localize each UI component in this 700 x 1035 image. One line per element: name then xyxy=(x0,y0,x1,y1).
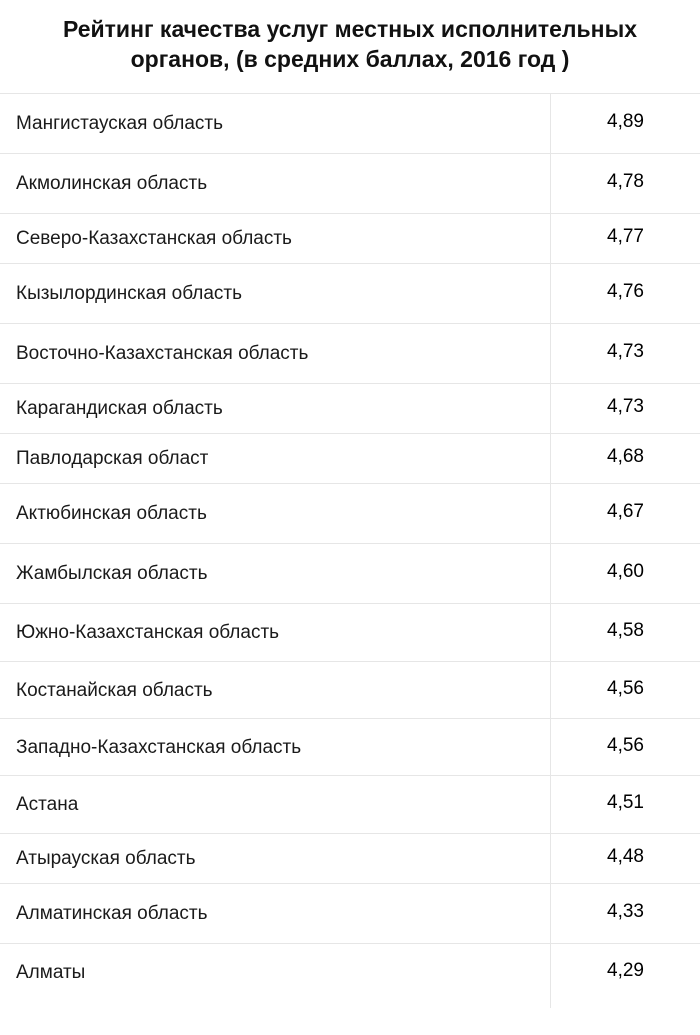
table-row xyxy=(0,264,700,324)
region-name: Северо-Казахстанская область xyxy=(16,228,292,249)
table-row xyxy=(0,484,700,544)
region-name: Костанайская область xyxy=(16,680,213,701)
region-name: Кызылординская область xyxy=(16,283,242,304)
rating-value: 4,29 xyxy=(607,960,644,981)
table-row xyxy=(0,776,700,834)
rating-value: 4,67 xyxy=(607,501,644,522)
column-divider xyxy=(550,94,551,1008)
rating-value: 4,76 xyxy=(607,281,644,302)
table-row xyxy=(0,434,700,484)
region-name: Западно-Казахстанская область xyxy=(16,737,302,758)
region-name: Южно-Казахстанская область xyxy=(16,622,280,643)
rating-table xyxy=(0,94,700,1002)
rating-value: 4,68 xyxy=(607,446,644,467)
rating-value: 4,48 xyxy=(607,846,644,867)
rating-value: 4,58 xyxy=(607,620,644,641)
rating-value: 4,60 xyxy=(607,561,644,582)
table-row xyxy=(0,544,700,604)
table-row xyxy=(0,324,700,384)
chart-title-line-1: Рейтинг качества услуг местных исполнительных xyxy=(62,16,638,42)
rating-value: 4,77 xyxy=(607,226,644,247)
rating-value: 4,89 xyxy=(607,111,644,132)
rating-value: 4,33 xyxy=(607,901,644,922)
table-row xyxy=(0,944,700,1002)
table-row xyxy=(0,94,700,154)
rating-value: 4,78 xyxy=(607,171,644,192)
region-name: Алматы xyxy=(16,962,86,983)
region-name: Алматинская область xyxy=(16,903,208,924)
region-name: Павлодарская област xyxy=(16,448,209,469)
chart-title-line-2: органов, (в средних баллах, 2016 год ) xyxy=(130,46,570,72)
table-row xyxy=(0,719,700,776)
table-row xyxy=(0,884,700,944)
region-name: Актюбинская область xyxy=(16,503,207,524)
rating-value: 4,51 xyxy=(607,792,644,813)
chart-title xyxy=(0,0,700,94)
table-row xyxy=(0,154,700,214)
region-name: Мангистауская область xyxy=(16,113,223,134)
region-name: Атырауская область xyxy=(16,848,196,869)
table-row xyxy=(0,604,700,662)
rating-value: 4,56 xyxy=(607,678,644,699)
region-name: Акмолинская область xyxy=(16,173,208,194)
region-name: Карагандиская область xyxy=(16,398,223,419)
region-name: Жамбылская область xyxy=(16,563,208,584)
rating-value: 4,73 xyxy=(607,341,644,362)
table-row xyxy=(0,834,700,884)
table-row xyxy=(0,214,700,264)
table-row xyxy=(0,384,700,434)
rating-value: 4,73 xyxy=(607,396,644,417)
region-name: Восточно-Казахстанская область xyxy=(16,343,309,364)
region-name: Астана xyxy=(16,794,79,815)
table-row xyxy=(0,662,700,719)
rating-value: 4,56 xyxy=(607,735,644,756)
